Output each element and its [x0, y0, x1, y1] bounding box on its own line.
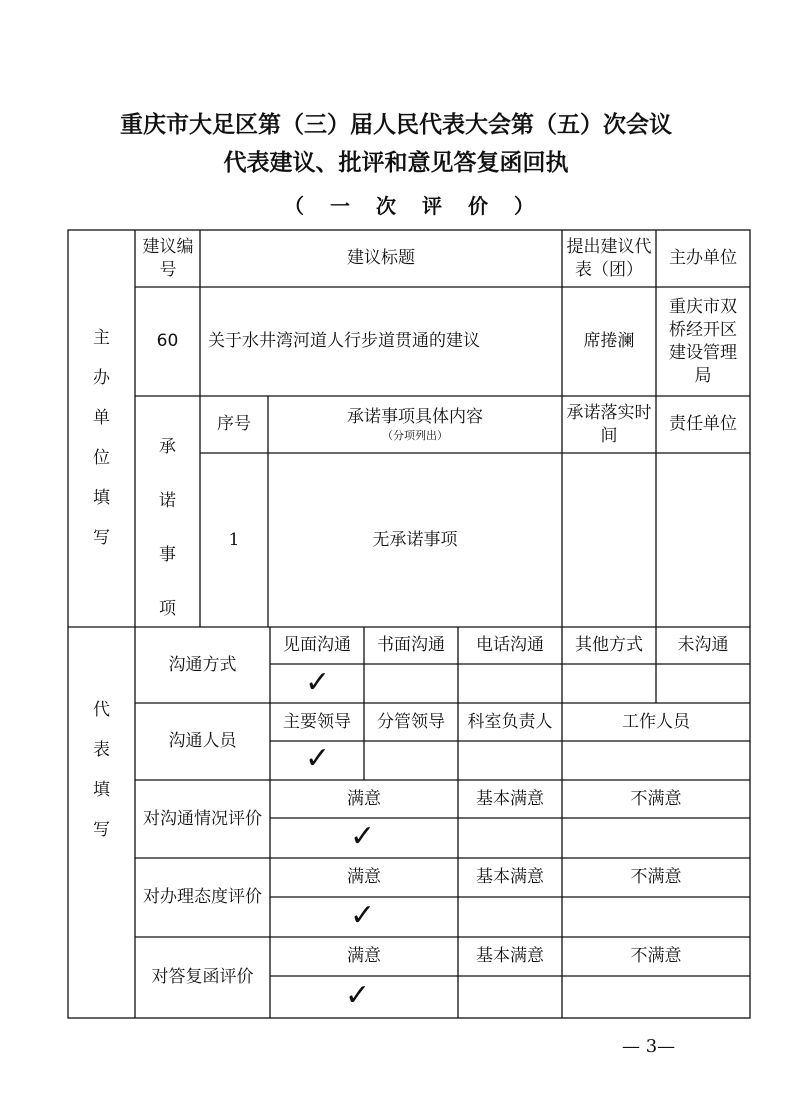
document-subtitle-evaluation: （一次评价）: [284, 194, 560, 218]
comm-method-option-written: 书面沟通: [377, 635, 445, 655]
rating-communication-satisfied: 满意: [347, 788, 381, 809]
rating-communication-unsatisfied: 不满意: [630, 788, 682, 809]
header-suggestion-title: 建议标题: [347, 248, 415, 268]
commitment-content-title: 承诺事项具体内容: [347, 407, 483, 427]
commitment-content-note: （分项列出）: [382, 429, 448, 442]
rating-reply-label: 对答复函评价: [151, 967, 254, 987]
proposer-value: 席捲澜: [583, 331, 635, 351]
rating-attitude-unsatisfied: 不满意: [630, 867, 682, 887]
header-commitment-content: [268, 396, 562, 453]
lead-unit-value: 重庆市双桥经开区建设管理局: [669, 296, 737, 386]
rating-communication-check-mark[interactable]: ✓: [350, 819, 376, 854]
rating-communication-basically-satisfied: 基本满意: [476, 788, 544, 809]
rating-reply-unsatisfied: 不满意: [630, 946, 682, 966]
rating-attitude-check-mark[interactable]: ✓: [350, 898, 376, 933]
comm-method-label: 沟通方式: [168, 654, 237, 675]
comm-method-check-mark[interactable]: ✓: [305, 665, 331, 700]
header-responsible-unit: 责任单位: [669, 414, 737, 434]
representative-section-label: 代 表 填 写: [93, 700, 110, 840]
comm-person-option-staff: 工作人员: [622, 711, 690, 732]
comm-person-label: 沟通人员: [168, 731, 237, 751]
header-suggestion-no: 建议编号: [142, 236, 194, 280]
commitment-seq-value: 1: [228, 529, 240, 550]
rating-communication-label: 对沟通情况评价: [143, 808, 262, 829]
header-lead-unit: 主办单位: [669, 248, 737, 268]
document-title-line2: 代表建议、批评和意见答复函回执: [223, 149, 569, 176]
rating-reply-basically-satisfied: 基本满意: [476, 946, 544, 966]
document-title-line1: 重庆市大足区第（三）届人民代表大会第（五）次会议: [120, 111, 672, 138]
comm-person-option-head: 主要领导: [283, 711, 351, 732]
comm-method-option-phone: 电话沟通: [476, 635, 544, 655]
commitment-content-value: 无承诺事项: [372, 529, 458, 550]
comm-person-check-mark[interactable]: ✓: [305, 741, 331, 776]
commitment-label: 承 诺 事 项: [159, 437, 176, 619]
comm-person-option-deputy: 分管领导: [377, 711, 445, 732]
comm-person-option-section-chief: 科室负责人: [467, 711, 553, 732]
comm-method-option-face: 见面沟通: [283, 635, 351, 655]
rating-attitude-label: 对办理态度评价: [143, 887, 262, 907]
header-seq: 序号: [217, 414, 251, 434]
suggestion-title-value: 关于水井湾河道人行步道贯通的建议: [208, 331, 480, 351]
comm-method-option-none: 未沟通: [677, 635, 729, 655]
header-deadline: 承诺落实时间: [566, 402, 652, 446]
organizer-section-label: 主 办 单 位 填 写: [93, 328, 110, 548]
suggestion-no-value: 60: [156, 331, 179, 351]
rating-attitude-basically-satisfied: 基本满意: [476, 867, 544, 887]
page-number: — 3—: [622, 1036, 676, 1057]
comm-method-option-other: 其他方式: [575, 635, 643, 655]
rating-reply-satisfied: 满意: [347, 946, 381, 966]
rating-reply-check-mark[interactable]: ✓: [345, 978, 371, 1013]
header-proposer: 提出建议代表（团）: [566, 236, 652, 280]
rating-attitude-satisfied: 满意: [347, 867, 381, 887]
